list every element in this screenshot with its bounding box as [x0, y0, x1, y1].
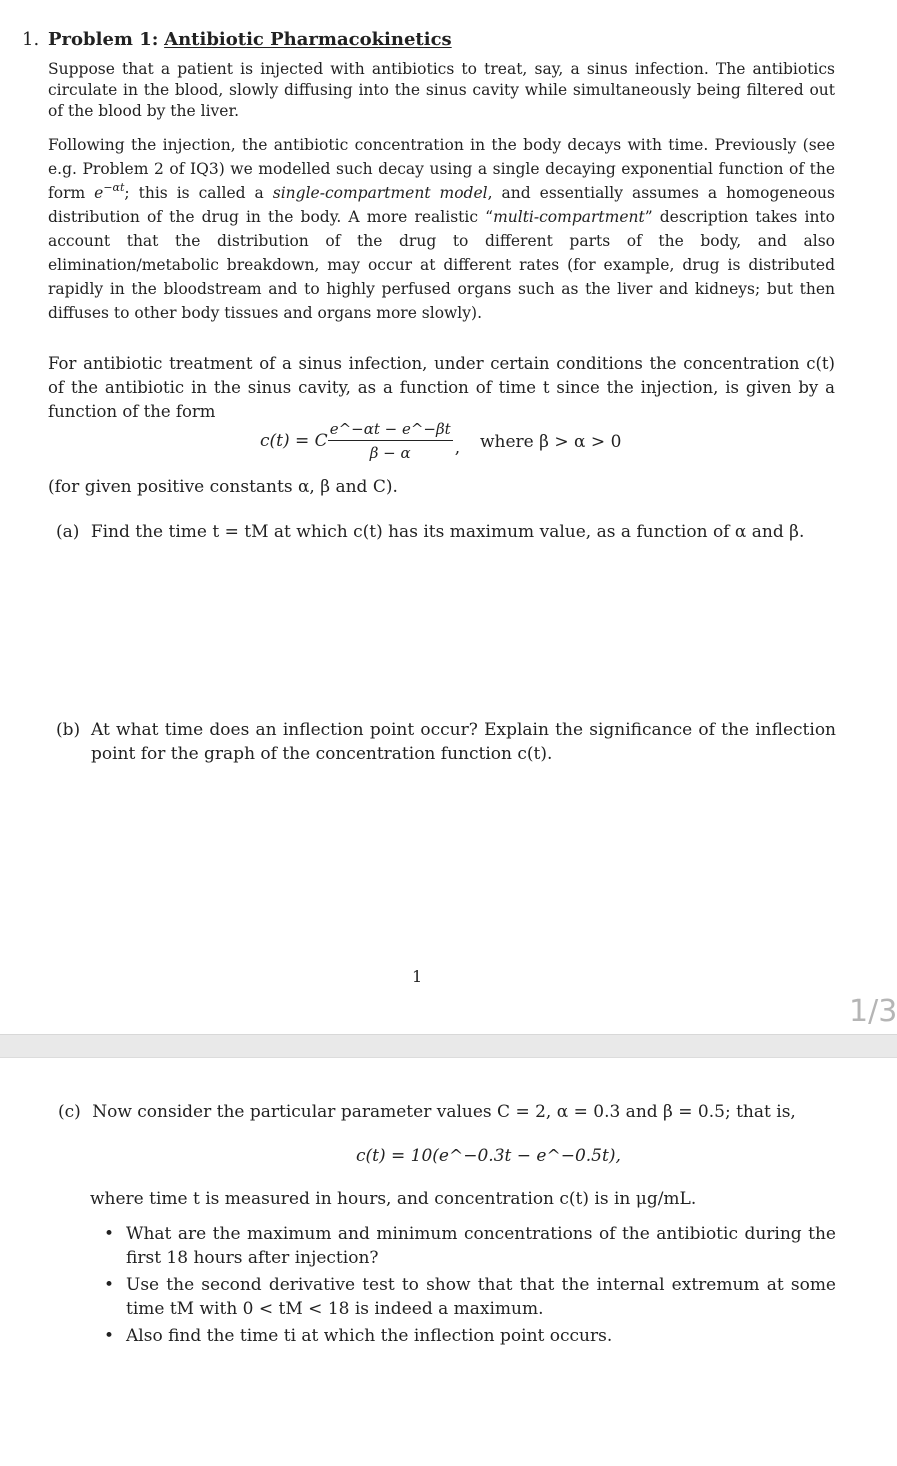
part-b-label: (b)	[56, 720, 81, 740]
part-c-text: Now consider the particular parameter values C = 2, α = 0.3 and β = 0.5; that is,	[92, 1102, 796, 1122]
constants-note: (for given positive constants α, β and C).	[48, 477, 398, 497]
part-c-bullet-list	[90, 1222, 836, 1351]
page-separator	[0, 1034, 897, 1058]
list-item: • Also find the time ti at which the inflection point occurs.	[90, 1324, 836, 1348]
part-c-formula: c(t) = 10(e^−0.3t − e^−0.5t),	[356, 1146, 621, 1166]
page-number: 1	[412, 967, 423, 986]
list-item: • What are the maximum and minimum concentrations of the antibiotic during the first 18 hours after injection?	[90, 1222, 836, 1270]
part-c-units: where time t is measured in hours, and concentration c(t) is in μg/mL.	[90, 1189, 697, 1209]
part-a-label: (a)	[56, 522, 80, 542]
part-c	[58, 1102, 796, 1122]
intro-paragraph-3: For antibiotic treatment of a sinus infection, under certain conditions the concentration c(t) of the antibiotic in the sinus cavity, as a function of time t since the injection, is given by a function of the form	[48, 354, 835, 421]
formula-denominator: β − α	[369, 444, 411, 462]
part-a	[56, 522, 804, 542]
part-c-label: (c)	[58, 1102, 81, 1122]
formula-numerator: e^−αt − e^−βt	[328, 420, 453, 441]
formula-condition: where β > α > 0	[480, 432, 622, 452]
formula-fraction	[328, 420, 453, 462]
pdf-page-2	[0, 1058, 897, 1466]
part-b-text: At what time does an inflection point occur? Explain the significance of the inflection point for the graph of the concentration function c(t).	[91, 720, 836, 764]
part-a-text: Find the time t = tM at which c(t) has its maximum value, as a function of α and β.	[90, 522, 805, 542]
intro-paragraph-2: Following the injection, the antibiotic concentration in the body decays with time. Previously (see e.g. Problem 2 of IQ3) we modelled such decay using a single decaying exponential function of the form $e^{-\alpha t}$; this is called a single-compartment model, and essentially assumes a homogeneous distribution of the drug in the body. A more realistic “multi-compartment” description takes into account that the distribution of the drug to different parts of the body, and also elimination/metabolic breakdown, may occur at different rates (for example, drug is distributed rapidly in the bloodstream and to highly perfused organs such as the liver and kidneys; but then diffuses to other body tissues and organs more slowly).	[48, 136, 835, 322]
problem-label: Problem 1:	[48, 29, 159, 50]
intro-paragraph-1: Suppose that a patient is injected with antibiotics to treat, say, a sinus infection. The antibiotics circulate in the blood, slowly diffusing into the sinus cavity while simultaneously being filtered out of the blood by the liver.	[48, 60, 835, 120]
part-b	[56, 718, 836, 766]
problem-heading	[22, 29, 452, 50]
concentration-formula: c(t) = C $\frac{e\^{}-\alpha t - e\^{}-\beta t}{\beta - \alpha}$ ,	[260, 420, 461, 462]
problem-title: Antibiotic Pharmacokinetics	[164, 29, 452, 50]
viewer-page-indicator: 1/3	[849, 994, 897, 1029]
problem-number: 1.	[22, 29, 40, 50]
list-item: • Use the second derivative test to show that that the internal extremum at some time tM with 0 < tM < 18 is indeed a maximum.	[90, 1273, 836, 1321]
